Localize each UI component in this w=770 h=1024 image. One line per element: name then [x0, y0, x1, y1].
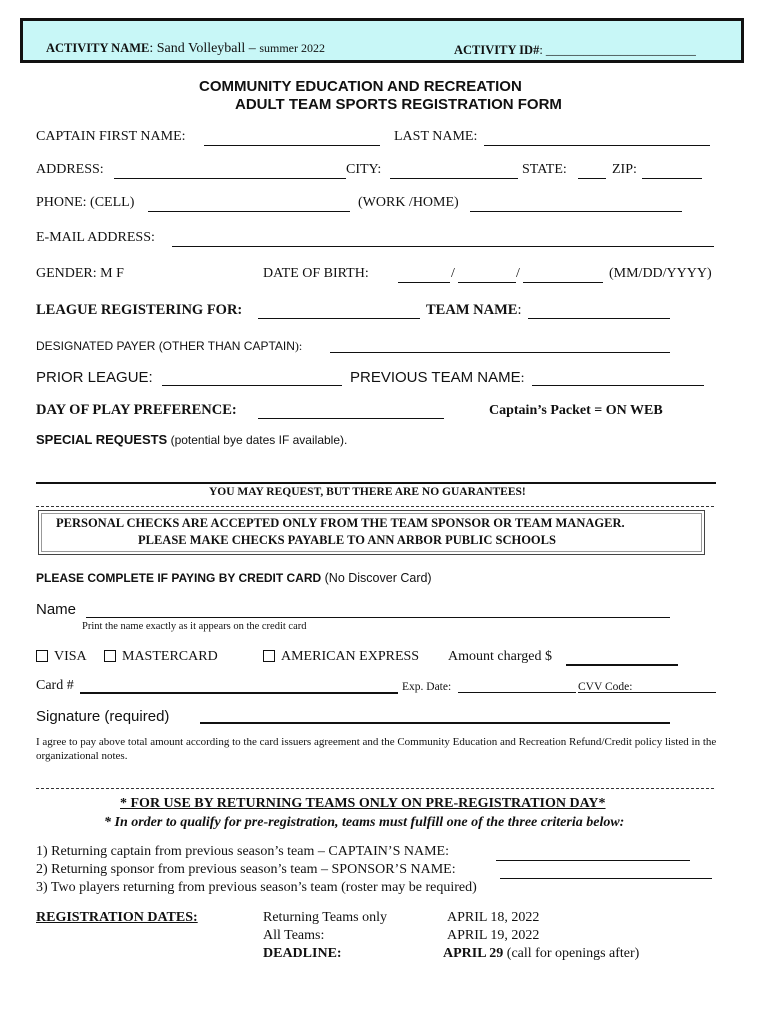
preregistration-heading: * FOR USE BY RETURNING TEAMS ONLY ON PRE-REGISTRATION DAY* — [120, 796, 606, 811]
special-requests-field[interactable] — [36, 482, 716, 484]
cvv-field[interactable] — [578, 692, 716, 693]
activity-id — [454, 43, 696, 58]
team-name-field[interactable] — [528, 318, 670, 319]
phone-cell-label: PHONE: (CELL) — [36, 195, 135, 210]
card-name-hint: Print the name exactly as it appears on the credit card — [82, 621, 307, 632]
previous-team-name-field[interactable] — [532, 385, 704, 386]
amex-option[interactable] — [263, 649, 419, 665]
mastercard-checkbox-icon[interactable] — [104, 650, 116, 662]
dob-year-field[interactable] — [523, 282, 603, 283]
deadline-value — [443, 946, 639, 962]
credit-card-heading-wrap — [36, 571, 432, 585]
address-field[interactable] — [114, 178, 346, 179]
all-teams-date: APRIL 19, 2022 — [447, 928, 540, 943]
signature-field[interactable] — [200, 722, 670, 724]
state-label: STATE: — [522, 162, 567, 177]
amount-charged-field[interactable] — [566, 664, 678, 666]
special-requests-note: (potential bye dates IF available). — [167, 433, 348, 447]
credit-card-heading: PLEASE COMPLETE IF PAYING BY CREDIT CARD — [36, 571, 322, 585]
amount-charged-label: Amount charged $ — [448, 649, 552, 664]
returning-teams-date: APRIL 18, 2022 — [447, 910, 540, 925]
card-name-field[interactable] — [86, 617, 670, 618]
dob-label: DATE OF BIRTH: — [263, 266, 369, 281]
league-registering-label: LEAGUE REGISTERING FOR: — [36, 302, 243, 318]
special-requests-label-wrap — [36, 432, 347, 447]
mastercard-option[interactable] — [104, 649, 218, 665]
dob-day-field[interactable] — [458, 282, 516, 283]
day-of-play-field[interactable] — [258, 418, 444, 419]
card-number-label: Card # — [36, 678, 74, 693]
credit-card-heading-note: (No Discover Card) — [321, 571, 432, 585]
checks-notice-line-2: PLEASE MAKE CHECKS PAYABLE TO ANN ARBOR PUBLIC SCHOOLS — [138, 533, 556, 547]
checks-notice-line-1: PERSONAL CHECKS ARE ACCEPTED ONLY FROM THE TEAM SPONSOR OR TEAM MANAGER. — [56, 516, 625, 530]
city-label: CITY: — [346, 162, 382, 177]
deadline-note: (call for openings after) — [503, 946, 640, 961]
last-name-field[interactable] — [484, 145, 710, 146]
visa-checkbox-icon[interactable] — [36, 650, 48, 662]
amex-checkbox-icon[interactable] — [263, 650, 275, 662]
zip-label: ZIP: — [612, 162, 637, 177]
signature-label: Signature (required) — [36, 708, 170, 725]
mastercard-label: MASTERCARD — [122, 649, 218, 664]
title-line-1: COMMUNITY EDUCATION AND RECREATION — [199, 78, 522, 95]
captain-first-name-label: CAPTAIN FIRST NAME: — [36, 129, 186, 144]
gender-label: GENDER: M F — [36, 266, 124, 281]
special-requests-label: SPECIAL REQUESTS — [36, 432, 168, 447]
designated-payer-field[interactable] — [330, 352, 670, 353]
city-field[interactable] — [390, 178, 518, 179]
prior-league-label: PRIOR LEAGUE: — [36, 369, 153, 386]
card-agreement-text: I agree to pay above total amount according to the card issuers agreement and the Community Education and Recreation Refund/Credit policy listed in the organizational notes. — [36, 736, 717, 762]
designated-payer-close: ): — [294, 339, 303, 353]
cvv-label: CVV Code: — [578, 681, 633, 693]
prereg-item-3: 3) Two players returning from previous season’s team (roster may be required) — [36, 880, 477, 895]
registration-dates-label: REGISTRATION DATES: — [36, 910, 198, 925]
activity-season: summer 2022 — [259, 41, 325, 55]
phone-cell-field[interactable] — [148, 211, 350, 212]
captains-name-field[interactable] — [496, 860, 690, 861]
activity-id-label: ACTIVITY ID# — [454, 43, 540, 57]
designated-payer-label-wrap — [36, 339, 302, 354]
captains-packet-note: Captain’s Packet = ON WEB — [489, 403, 663, 418]
dob-slash-2: / — [516, 266, 520, 281]
activity-name — [46, 41, 325, 57]
previous-team-name-label-wrap — [350, 369, 524, 387]
divider-dashed-2 — [36, 788, 714, 789]
card-name-label: Name — [36, 601, 77, 618]
deadline-date: APRIL 29 — [443, 946, 504, 961]
zip-field[interactable] — [642, 178, 702, 179]
visa-option[interactable] — [36, 649, 87, 665]
amex-label: AMERICAN EXPRESS — [281, 649, 420, 664]
email-field[interactable] — [172, 246, 714, 247]
all-teams-label: All Teams: — [263, 928, 325, 943]
team-name-colon: : — [517, 302, 522, 318]
preregistration-subheading: * In order to qualify for pre-registration, teams must fulfill one of the three criteria below: — [104, 815, 625, 830]
captain-first-name-field[interactable] — [204, 145, 380, 146]
no-guarantees-notice: YOU MAY REQUEST, BUT THERE ARE NO GUARANTEES! — [209, 486, 526, 498]
dob-slash-1: / — [451, 266, 455, 281]
returning-teams-label: Returning Teams only — [263, 910, 387, 925]
prereg-item-1: 1) Returning captain from previous season’s team – CAPTAIN’S NAME: — [36, 844, 449, 859]
exp-date-label: Exp. Date: — [402, 681, 452, 693]
exp-date-field[interactable] — [458, 692, 576, 693]
prereg-item-2: 2) Returning sponsor from previous season’s team – SPONSOR’S NAME: — [36, 862, 456, 877]
designated-payer-label: DESIGNATED PAYER (OTHER THAN CAPTAIN — [36, 339, 295, 353]
address-label: ADDRESS: — [36, 162, 104, 177]
previous-team-name-colon: : — [520, 371, 525, 386]
state-field[interactable] — [578, 178, 606, 179]
last-name-label: LAST NAME: — [394, 129, 478, 144]
title-line-2: ADULT TEAM SPORTS REGISTRATION FORM — [235, 96, 562, 113]
deadline-label: DEADLINE: — [263, 946, 342, 961]
league-registering-field[interactable] — [258, 318, 420, 319]
divider-dashed-1 — [36, 506, 714, 507]
activity-name-label: ACTIVITY NAME — [46, 41, 150, 55]
card-number-field[interactable] — [80, 692, 398, 694]
email-label: E-MAIL ADDRESS: — [36, 230, 155, 245]
dob-month-field[interactable] — [398, 282, 450, 283]
visa-label: VISA — [54, 649, 87, 664]
activity-id-blank: : ________________________ — [539, 43, 696, 57]
phone-work-home-label: (WORK /HOME) — [358, 195, 459, 210]
dob-format: (MM/DD/YYYY) — [609, 266, 712, 281]
sponsors-name-field[interactable] — [500, 878, 712, 879]
day-of-play-label: DAY OF PLAY PREFERENCE: — [36, 402, 237, 418]
prior-league-field[interactable] — [162, 385, 342, 386]
phone-work-home-field[interactable] — [470, 211, 682, 212]
activity-name-value: : Sand Volleyball – — [149, 41, 260, 56]
team-name-label: TEAM NAME — [426, 302, 518, 318]
team-name-label-wrap — [426, 302, 521, 319]
previous-team-name-label: PREVIOUS TEAM NAME — [350, 369, 521, 386]
